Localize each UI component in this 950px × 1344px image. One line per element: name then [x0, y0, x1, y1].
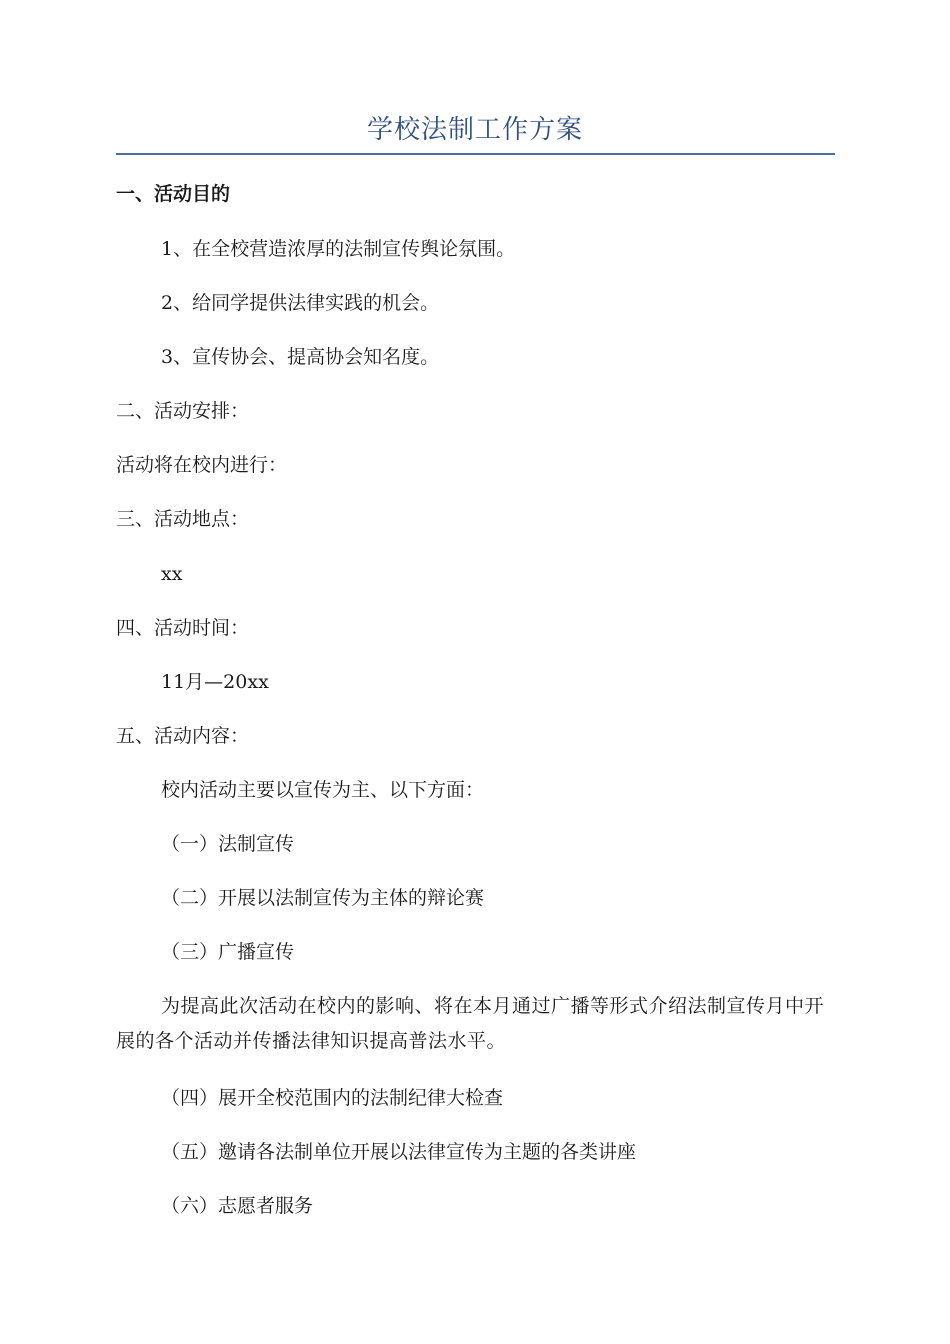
- section-heading-arrangement: 二、活动安排：: [116, 400, 250, 422]
- section-heading-location: 三、活动地点：: [116, 508, 250, 530]
- title-underline: [116, 153, 835, 155]
- content-item-5: （五）邀请各法制单位开展以法律宣传为主题的各类讲座: [161, 1141, 637, 1163]
- purpose-item-1: 1、在全校营造浓厚的法制宣传舆论氛围。: [161, 238, 516, 260]
- content-item-1: （一）法制宣传: [161, 833, 295, 855]
- broadcast-paragraph: 为提高此次活动在校内的影响、将在本月通过广播等形式介绍法制宣传月中开展的各个活动并传播法律知识提高普法水平。: [116, 995, 825, 1052]
- content-intro: 校内活动主要以宣传为主、以下方面：: [161, 779, 485, 801]
- content-item-2: （二）开展以法制宣传为主体的辩论赛: [161, 887, 485, 909]
- content-item-4: （四）展开全校范围内的法制纪律大检查: [161, 1087, 504, 1109]
- arrangement-text: 活动将在校内进行：: [116, 454, 288, 476]
- section-heading-content: 五、活动内容：: [116, 725, 250, 747]
- purpose-item-3: 3、宣传协会、提高协会知名度。: [161, 346, 440, 368]
- location-value: xx: [161, 563, 183, 585]
- section-heading-purpose: 一、活动目的: [116, 183, 231, 205]
- document-title: 学校法制工作方案: [366, 115, 583, 145]
- purpose-item-2: 2、给同学提供法律实践的机会。: [161, 292, 440, 314]
- section-heading-time: 四、活动时间：: [116, 617, 250, 639]
- time-value: 11月—20xx: [161, 671, 269, 693]
- content-item-3: （三）广播宣传: [161, 941, 295, 963]
- content-item-6: （六）志愿者服务: [161, 1195, 314, 1217]
